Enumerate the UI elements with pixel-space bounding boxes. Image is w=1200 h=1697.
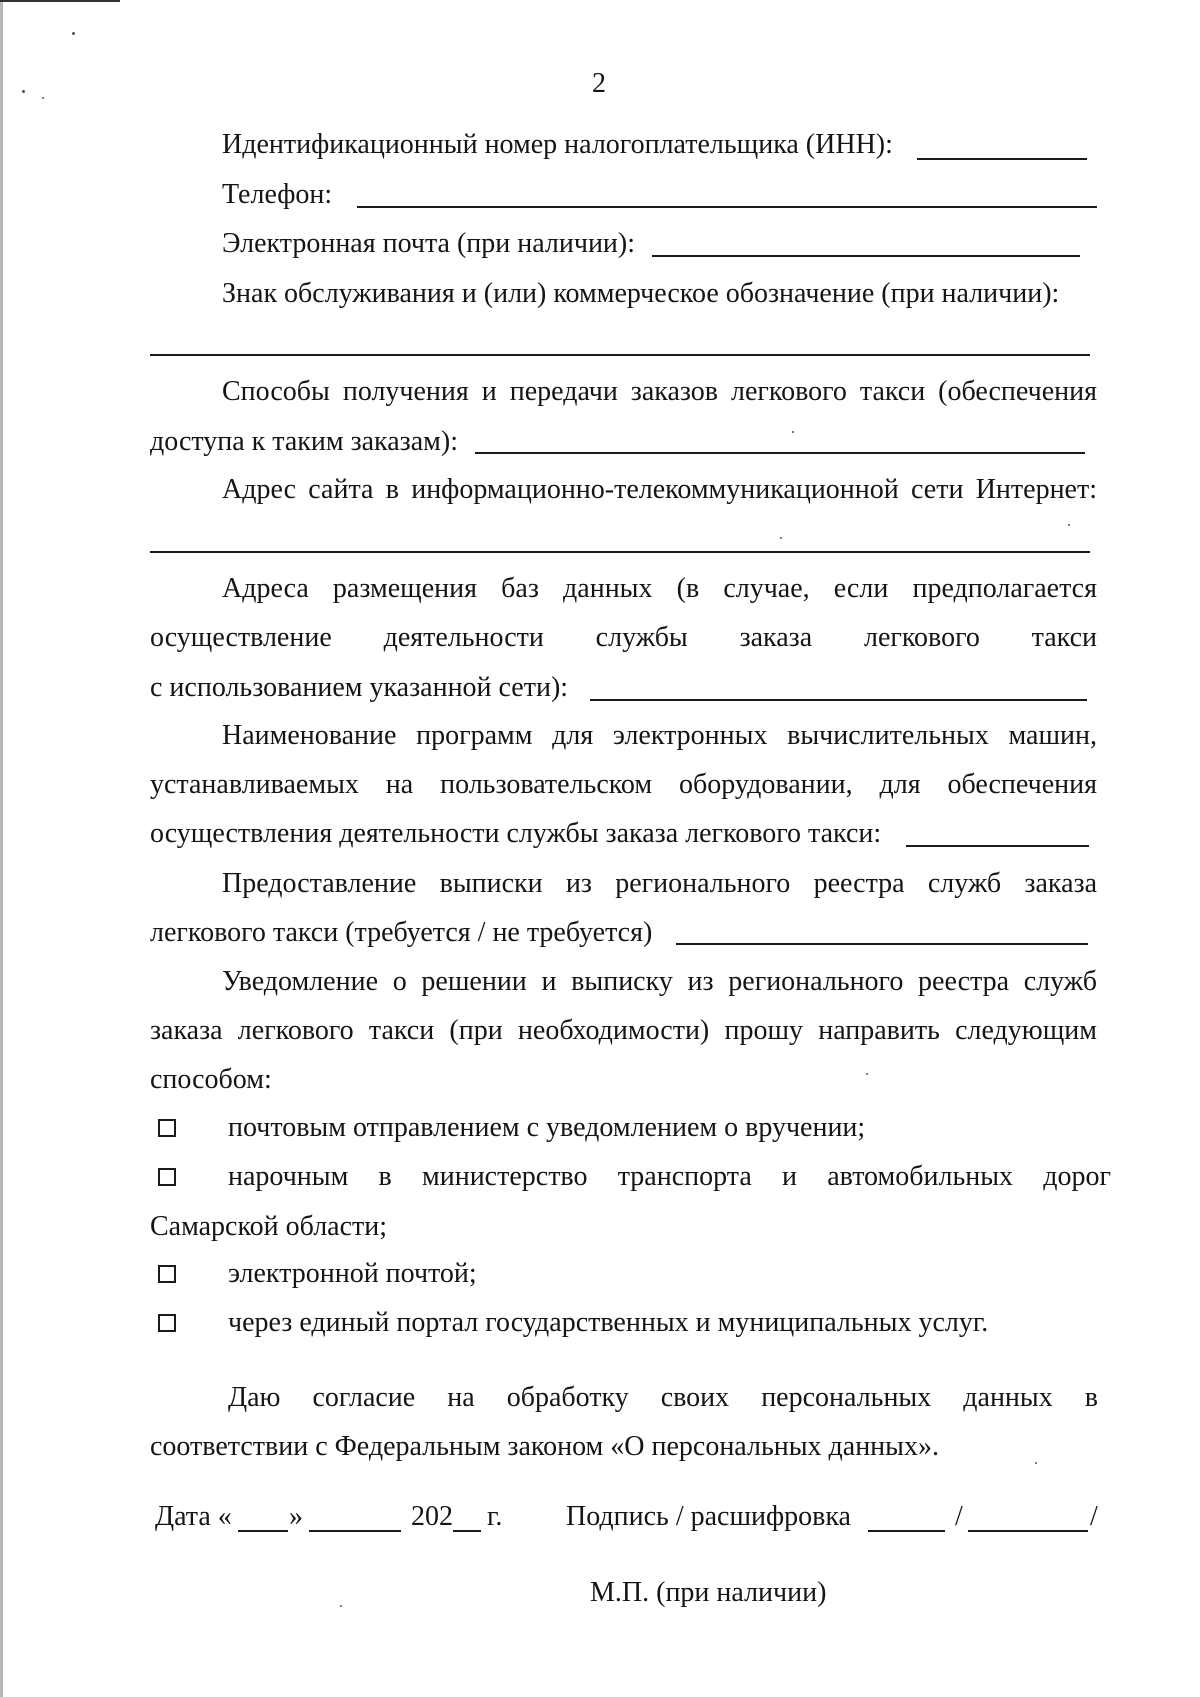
scan-speck — [792, 431, 794, 433]
year-suffix: г. — [487, 1501, 503, 1532]
service-mark-label: Знак обслуживания и (или) коммерческое обозначение (при наличии): — [222, 278, 1060, 309]
courier-checkbox[interactable] — [158, 1168, 176, 1186]
scan-speck — [72, 32, 75, 35]
inn-field[interactable] — [917, 158, 1087, 160]
inn-label: Идентификационный номер налогоплательщика (ИНН): — [222, 129, 893, 160]
date-day-field[interactable] — [238, 1530, 288, 1532]
scan-edge — [0, 0, 3, 1697]
page-number: 2 — [592, 68, 606, 99]
databases-line-2: осуществление деятельности службы заказа легкового такси — [150, 622, 1097, 653]
software-line-2: устанавливаемых на пользовательском оборудовании, для обеспечения — [150, 769, 1097, 800]
orders-line-2: доступа к таким заказам): — [150, 426, 458, 457]
notification-line-1: Уведомление о решении и выписку из регионального реестра служб — [222, 966, 1097, 997]
date-label: Дата « — [155, 1501, 232, 1532]
software-line-1: Наименование программ для электронных вычислительных машин, — [222, 720, 1097, 751]
scan-top-mark — [0, 0, 120, 2]
software-field[interactable] — [906, 845, 1089, 847]
website-field[interactable] — [150, 551, 1090, 553]
year-field[interactable] — [453, 1530, 481, 1532]
consent-line-2: соответствии с Федеральным законом «О персональных данных». — [150, 1431, 939, 1462]
scan-speck — [340, 1605, 342, 1607]
post-option-label: почтовым отправлением с уведомлением о вручении; — [228, 1112, 866, 1143]
phone-field[interactable] — [357, 206, 1097, 208]
consent-line-1: Даю согласие на обработку своих персональных данных в — [228, 1382, 1098, 1413]
email-option-label: электронной почтой; — [228, 1258, 477, 1289]
scan-speck — [866, 1073, 868, 1075]
service-mark-field[interactable] — [150, 354, 1090, 356]
scan-speck — [1035, 1462, 1037, 1464]
scan-speck — [1068, 524, 1070, 526]
courier-option-line-1: нарочным в министерство транспорта и автомобильных дорог — [228, 1161, 1111, 1192]
signature-slash-end: / — [1090, 1501, 1098, 1532]
signature-slash: / — [955, 1501, 963, 1532]
databases-line-1: Адреса размещения баз данных (в случае, если предполагается — [222, 573, 1097, 604]
email-field[interactable] — [652, 255, 1080, 257]
signature-field[interactable] — [868, 1530, 945, 1532]
stamp-note: М.П. (при наличии) — [590, 1577, 827, 1608]
signature-decoding-field[interactable] — [968, 1530, 1088, 1532]
phone-label: Телефон: — [222, 179, 333, 210]
databases-line-3: с использованием указанной сети): — [150, 672, 569, 703]
post-checkbox[interactable] — [158, 1119, 176, 1137]
portal-checkbox[interactable] — [158, 1314, 176, 1332]
email-checkbox[interactable] — [158, 1265, 176, 1283]
notification-line-3: способом: — [150, 1064, 272, 1095]
date-month-field[interactable] — [309, 1530, 401, 1532]
courier-option-line-2: Самарской области; — [150, 1211, 388, 1242]
portal-option-label: через единый портал государственных и муниципальных услуг. — [228, 1307, 989, 1338]
scan-speck — [22, 90, 25, 93]
orders-field[interactable] — [475, 452, 1085, 454]
databases-field[interactable] — [590, 699, 1087, 701]
extract-line-1: Предоставление выписки из регионального реестра служб заказа — [222, 868, 1097, 899]
extract-field[interactable] — [676, 943, 1088, 945]
scan-speck — [42, 97, 44, 99]
year-prefix: 202 — [411, 1501, 453, 1532]
scan-speck — [780, 537, 782, 539]
website-label: Адрес сайта в информационно-телекоммуникационной сети Интернет: — [222, 474, 1097, 505]
extract-line-2: легкового такси (требуется / не требуется) — [150, 917, 653, 948]
email-label: Электронная почта (при наличии): — [222, 228, 636, 259]
signature-label: Подпись / расшифровка — [566, 1501, 851, 1532]
software-line-3: осуществления деятельности службы заказа легкового такси: — [150, 818, 882, 849]
orders-line-1: Способы получения и передачи заказов легкового такси (обеспечения — [222, 376, 1097, 407]
date-close-quote: » — [289, 1501, 303, 1532]
notification-line-2: заказа легкового такси (при необходимости) прошу направить следующим — [150, 1015, 1097, 1046]
